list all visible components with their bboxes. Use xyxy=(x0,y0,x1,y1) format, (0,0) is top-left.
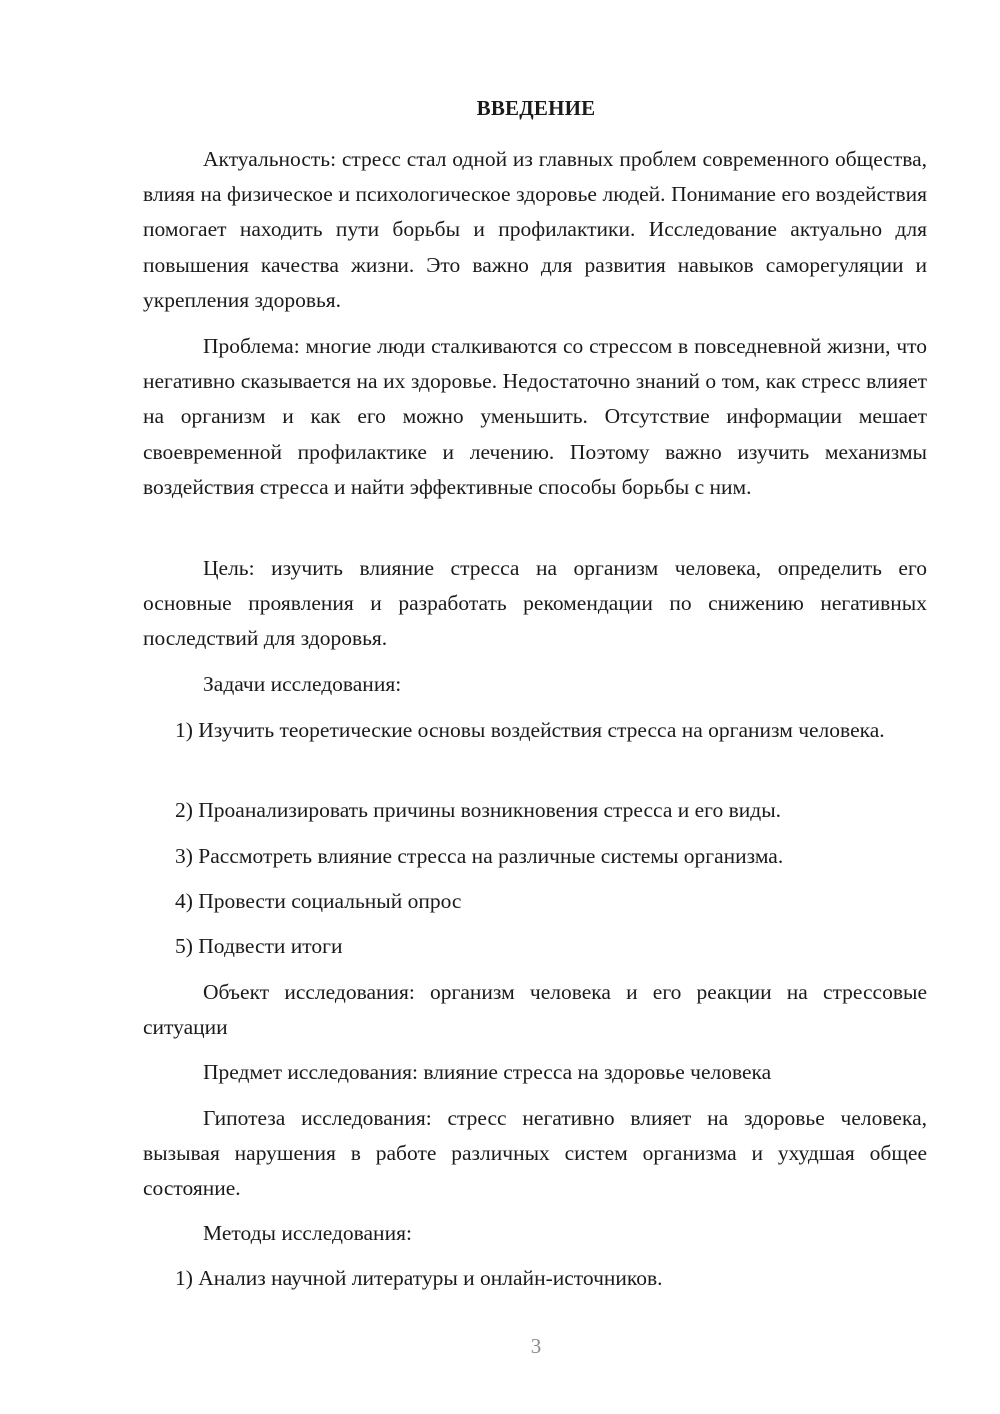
methods-heading: Методы исследования: xyxy=(203,1221,412,1245)
tasks-heading: Задачи исследования: xyxy=(203,672,402,696)
paragraph-relevance: Актуальность: стресс стал одной из главных проблем современного общества, влияя на физическое и психологическое здоровье людей. Понимание его воздействия помогает находить пути борьбы и профилактики. Исследование актуально для повышения качества жизни. Это важно для развития навыков саморегуляции и укрепления здоровья. xyxy=(143,147,927,312)
task-item-1: 1) Изучить теоретические основы воздействия стресса на организм человека. xyxy=(175,718,885,742)
page-title: ВВЕДЕНИЕ xyxy=(476,96,596,120)
paragraph-hypothesis: Гипотеза исследования: стресс негативно влияет на здоровье человека, вызывая нарушения в работе различных систем организма и ухудшая общее состояние. xyxy=(143,1106,927,1201)
paragraph-problem: Проблема: многие люди сталкиваются со стрессом в повседневной жизни, что негативно сказывается на их здоровье. Недостаточно знаний о том, как стресс влияет на организм и как его можно уменьшить. Отсутствие информации мешает своевременной профилактике и лечению. Поэтому важно изучить механизмы воздействия стресса и найти эффективные способы борьбы с ним. xyxy=(143,334,927,499)
task-item-5: 5) Подвести итоги xyxy=(175,934,343,958)
paragraph-goal: Цель: изучить влияние стресса на организм человека, определить его основные проявления и разработать рекомендации по снижению негативных последствий для здоровья. xyxy=(143,556,927,651)
task-item-3: 3) Рассмотреть влияние стресса на различные системы организма. xyxy=(175,844,784,868)
method-item-1: 1) Анализ научной литературы и онлайн-источников. xyxy=(175,1266,663,1290)
task-item-4: 4) Провести социальный опрос xyxy=(175,889,462,913)
paragraph-object: Объект исследования: организм человека и его реакции на стрессовые ситуации xyxy=(143,980,927,1040)
paragraph-subject: Предмет исследования: влияние стресса на здоровье человека xyxy=(203,1060,772,1084)
task-item-2: 2) Проанализировать причины возникновения стресса и его виды. xyxy=(175,798,782,822)
page-number: 3 xyxy=(530,1334,542,1358)
